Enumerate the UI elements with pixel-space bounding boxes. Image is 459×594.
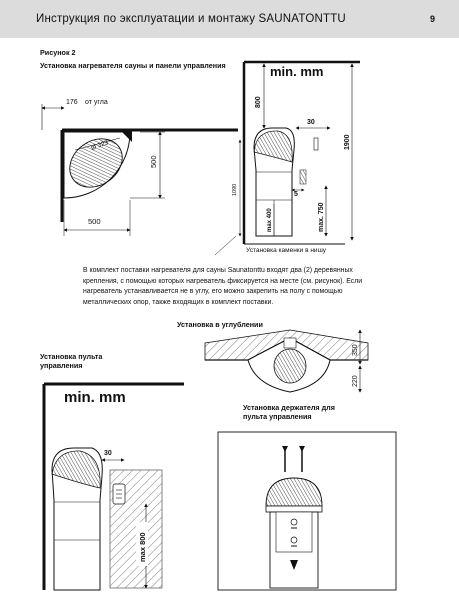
panel-install-title: Установка пульта управления xyxy=(40,352,103,370)
dim-1900: 1900 xyxy=(344,134,351,150)
dim-5: 5 xyxy=(294,191,298,198)
page-number: 9 xyxy=(430,14,436,24)
holder-install-title: Установка держателя для пульта управления xyxy=(243,403,335,421)
panel-elevation-view xyxy=(44,384,184,590)
corner-recess-view xyxy=(205,330,368,392)
dim-max-750: max. 750 xyxy=(318,202,325,232)
dim-diameter: Ø 323 xyxy=(90,139,110,152)
panel-min-mm: min. mm xyxy=(64,389,126,406)
dim-max-400: max 400 xyxy=(267,208,273,232)
header-title: Инструкция по эксплуатации и монтажу SAUNATONTTU xyxy=(36,13,346,25)
figure-title: Рисунок 2 xyxy=(40,48,76,57)
niche-min-mm: min. mm xyxy=(270,64,324,79)
description-text: В комплект поставки нагревателя для сауны Saunatonttu входят два (2) деревянных крепления, с помощью которых нагреватель фиксируется на месте (см. рисунок). Если нагреватель устанавливается не в углу, его можно закрепить на полу с помощью металлических опор, также входящих в комплект поставки. xyxy=(83,267,363,306)
dim-500-horizontal: 500 xyxy=(88,217,101,226)
dim-500-vertical: 500 xyxy=(149,155,158,168)
corner-plan-view xyxy=(42,99,238,236)
figure-subtitle: Установка нагревателя сауны и панели управления xyxy=(40,61,226,70)
niche-elevation-view xyxy=(215,62,360,255)
dim-800: 800 xyxy=(255,96,262,108)
corner-recess-title: Установка в углублении xyxy=(177,320,263,329)
dim-176: 176 xyxy=(66,99,78,106)
panel-dim-30: 30 xyxy=(104,450,112,457)
dim-max-800: max 800 xyxy=(138,532,147,562)
dim-350: 350 xyxy=(352,344,359,356)
niche-dim-30: 30 xyxy=(307,119,315,126)
dim-220: 220 xyxy=(352,375,359,387)
holder-installation-view xyxy=(218,432,396,590)
niche-caption: Установка каменки в нишу xyxy=(246,247,327,254)
dim-1090: 1090 xyxy=(232,183,238,196)
dim-176-note: от угла xyxy=(85,99,108,106)
